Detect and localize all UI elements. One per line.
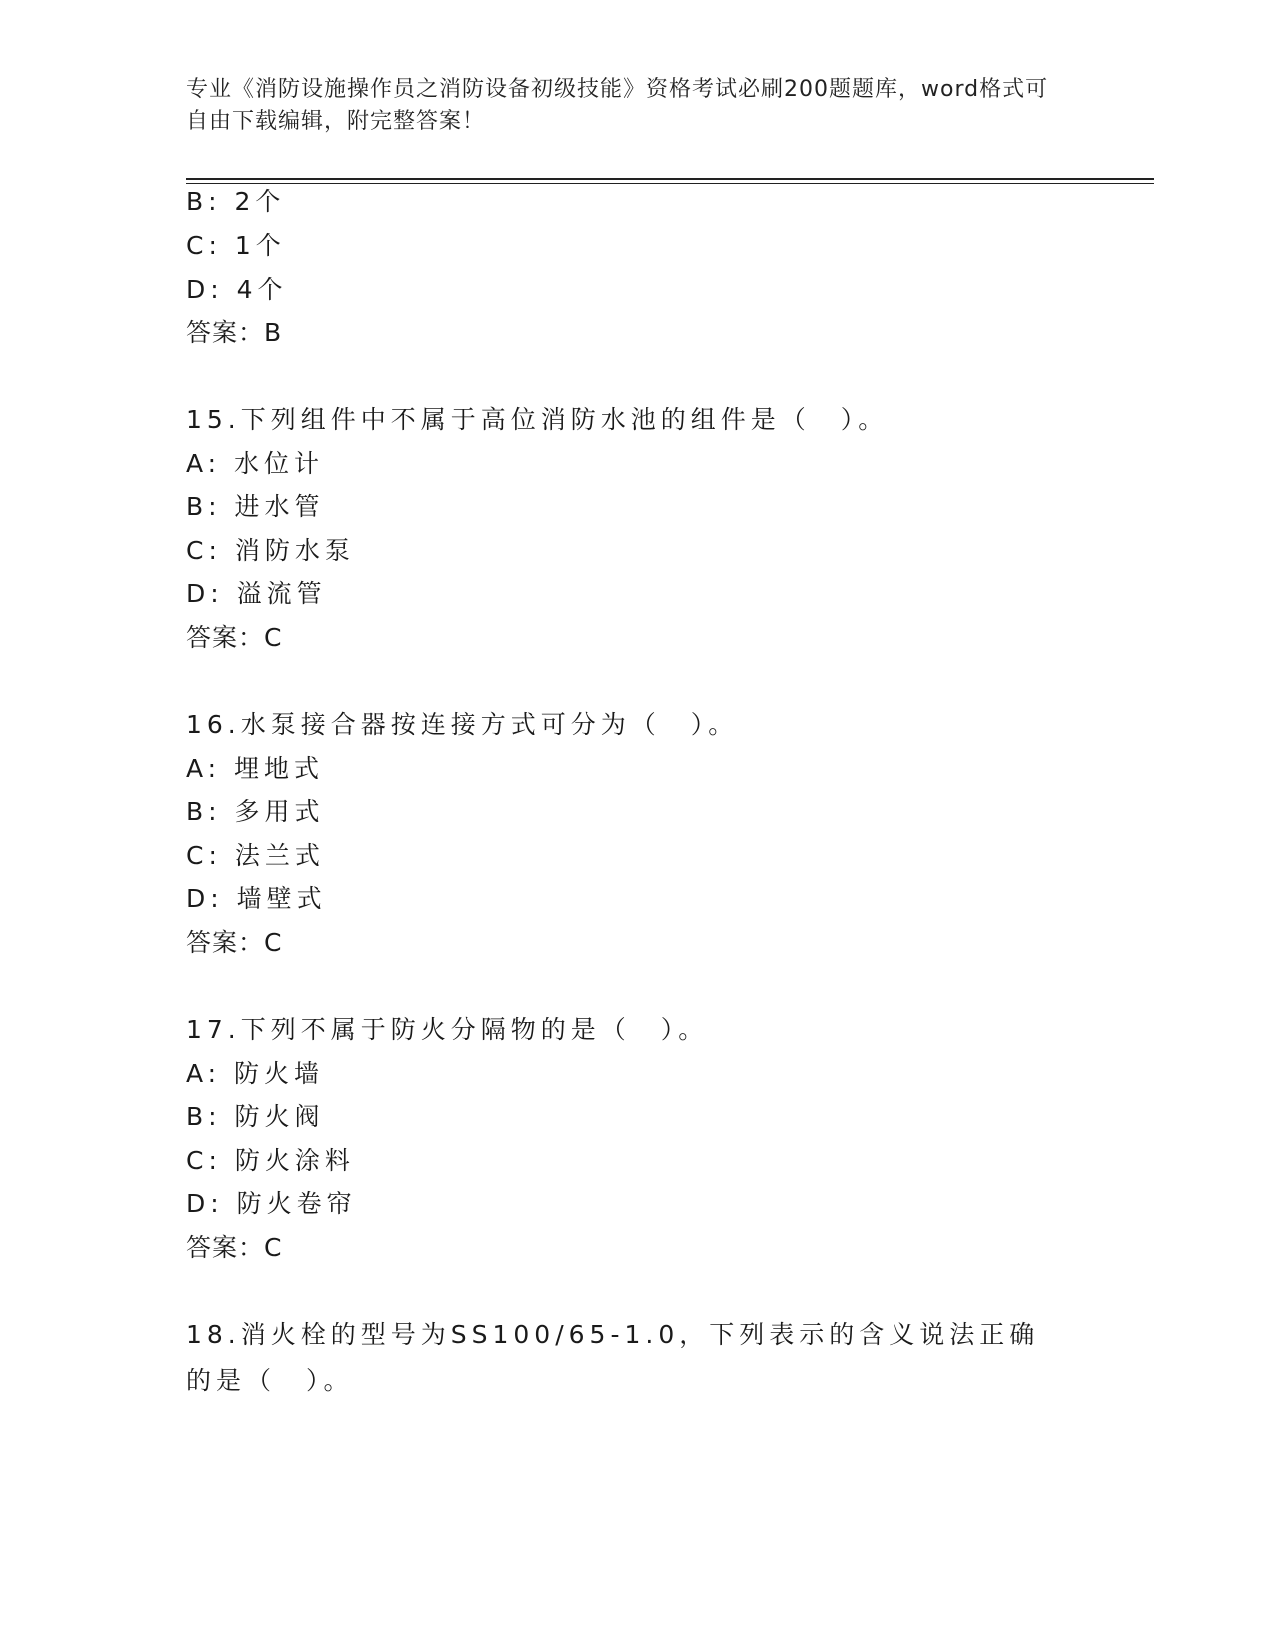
question-16-stem: 16.水泵接合器按连接方式可分为（ ）。	[186, 710, 739, 739]
question-17-option-a: A: 防火墙	[186, 1059, 325, 1088]
answer-line: 答案：B	[186, 318, 283, 347]
option-d: D: 4个	[186, 275, 288, 304]
question-17-option-b: B: 防火阀	[186, 1102, 325, 1131]
question-16-option-c: C: 法兰式	[186, 841, 325, 870]
question-17-option-d: D: 防火卷帘	[186, 1189, 357, 1218]
option-b: B: 2个	[186, 187, 286, 216]
question-15-answer: 答案：C	[186, 623, 283, 652]
question-16-option-a: A: 埋地式	[186, 754, 325, 783]
question-15-stem: 15.下列组件中不属于高位消防水池的组件是（ ）。	[186, 405, 889, 434]
question-17-option-c: C: 防火涂料	[186, 1146, 355, 1175]
option-c: C: 1个	[186, 231, 286, 260]
question-18-stem: 18.消火栓的型号为SS100/65-1.0，下列表示的含义说法正确的是（ ）。	[186, 1320, 1040, 1395]
question-16-answer: 答案：C	[186, 928, 283, 957]
question-17-answer: 答案：C	[186, 1233, 283, 1262]
question-15-option-d: D: 溢流管	[186, 579, 327, 608]
question-15-option-a: A: 水位计	[186, 449, 325, 478]
question-15-option-c: C: 消防水泵	[186, 536, 355, 565]
question-16-option-d: D: 墙壁式	[186, 884, 327, 913]
document-header: 专业《消防设施操作员之消防设备初级技能》资格考试必刷200题题库，word格式可自由下载编辑，附完整答案！	[186, 77, 1049, 134]
header-divider-thin	[186, 183, 1154, 184]
question-17-stem: 17.下列不属于防火分隔物的是（ ）。	[186, 1015, 709, 1044]
question-15-option-b: B: 进水管	[186, 492, 325, 521]
header-divider-thick	[186, 178, 1154, 180]
question-16-option-b: B: 多用式	[186, 797, 325, 826]
